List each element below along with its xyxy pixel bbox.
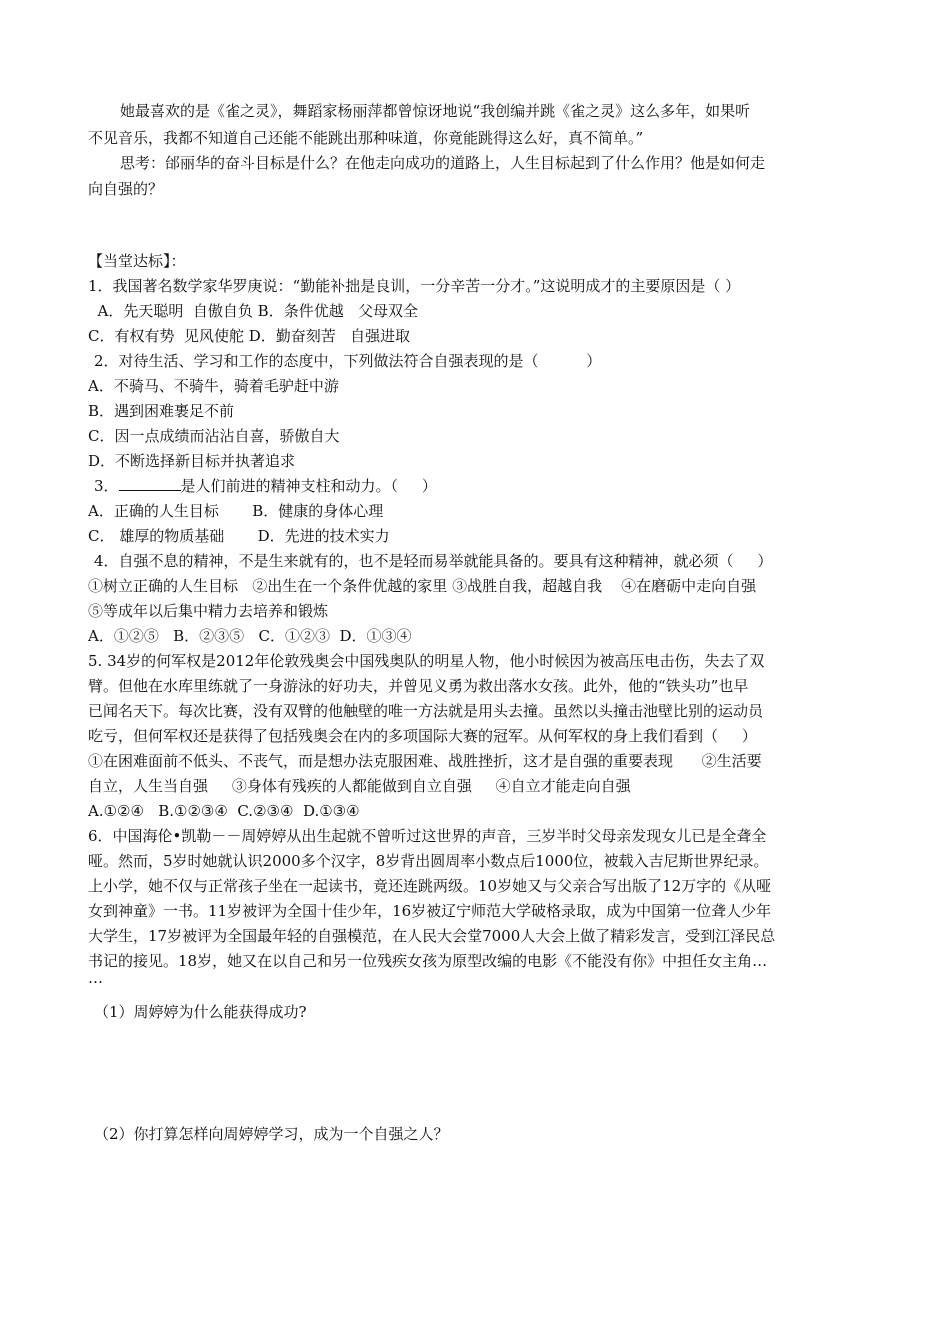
q2-option-d: D．不断选择新目标并执著追求 (88, 452, 296, 470)
intro-paragraph-1-line-1: 她最喜欢的是《雀之灵》，舞蹈家杨丽萍都曾惊讶地说“我创编并跳《雀之灵》这么多年，如果听 (120, 102, 751, 120)
q6-subquestion-2: （2）你打算怎样向周婷婷学习，成为一个自强之人？ (94, 1125, 449, 1143)
intro-paragraph-1-line-2: 不见音乐，我都不知道自己还能不能跳出那种味道，你竟能跳得这么好，真不简单。” (88, 129, 644, 147)
q1-stem: 1．我国著名数学家华罗庚说：“勤能补拙是良训，一分辛苦一分才。”这说明成才的主要原因是（ ） (88, 277, 741, 295)
q3-stem-text: 是人们前进的精神支柱和动力。（ ） (180, 477, 437, 495)
intro-question-line-1: 思考：邰丽华的奋斗目标是什么？在他走向成功的道路上，人生目标起到了什么作用？他是如何走 (120, 154, 766, 172)
q5-line-5: ①在困难面前不低头、不丧气，而是想办法克服困难、战胜挫折，这才是自强的重要表现 ②生活要 (88, 752, 762, 770)
q6-line-7: … (88, 969, 103, 987)
q3-options-cd: C． 雄厚的物质基础 D．先进的技术实力 (88, 527, 390, 545)
q5-line-6: 自立，人生当自强 ③身体有残疾的人都能做到自立自强 ④自立才能走向自强 (88, 777, 631, 795)
q1-options-cd: C．有权有势 见风使舵 D．勤奋刻苦 自强进取 (88, 327, 411, 345)
q5-line-4: 吃亏，但何军权还是获得了包括残奥会在内的多项国际大赛的冠军。从何军权的身上我们看到（ ） (88, 727, 757, 745)
q5-options: A.①②④ B.①②③④ C.②③④ D.①③④ (88, 802, 360, 820)
q5-line-2: 臂。但他在水库里练就了一身游泳的好功夫，并曾见义勇为救出落水女孩。此外，他的“铁头功”也早 (88, 677, 749, 695)
q2-option-b: B．遇到困难裹足不前 (88, 402, 235, 420)
q3-number: 3． (94, 477, 119, 495)
q3-blank (119, 476, 181, 491)
q4-options: A．①②⑤ B．②③⑤ C．①②③ D．①③④ (88, 627, 412, 645)
q4-items-line-2: ⑤等成年以后集中精力去培养和锻炼 (88, 602, 329, 620)
q6-line-3: 上小学，她不仅与正常孩子坐在一起读书，竟还连跳两级。10岁她又与父亲合写出版了12万字的《从哑 (88, 877, 772, 895)
q3-options-ab: A．正确的人生目标 B．健康的身体心理 (88, 502, 384, 520)
q5-line-1: 5. 34岁的何军权是2012年伦敦残奥会中国残奥队的明星人物，他小时候因为被高压电击伤，失去了双 (88, 652, 765, 670)
q6-line-2: 哑。然而，5岁时她就认识2000多个汉字，8岁背出圆周率小数点后1000位，被载入吉尼斯世界纪录。 (88, 852, 769, 870)
q1-options-ab: A．先天聪明 自傲自负 B．条件优越 父母双全 (88, 302, 419, 320)
q6-line-4: 女到神童》一书。11岁被评为全国十佳少年，16岁被辽宁师范大学破格录取，成为中国第一位聋人少年 (88, 902, 772, 920)
q3-stem (94, 474, 437, 498)
q2-option-c: C．因一点成绩而沾沾自喜，骄傲自大 (88, 427, 340, 445)
intro-question-line-2: 向自强的？ (88, 180, 164, 198)
q4-stem: 4．自强不息的精神，不是生来就有的，也不是轻而易举就能具备的。要具有这种精神，就必须（ ） (94, 552, 773, 570)
q6-subquestion-1: （1）周婷婷为什么能获得成功? (94, 1003, 307, 1021)
q6-line-5: 大学生，17岁被评为全国最年轻的自强模范，在人民大会堂7000人大会上做了精彩发言，受到江泽民总 (88, 927, 776, 945)
q6-line-1: 6．中国海伦•凯勒－－周婷婷从出生起就不曾听过这世界的声音，三岁半时父母亲发现女儿已是全聋全 (88, 827, 767, 845)
q2-option-a: A．不骑马、不骑牛，骑着毛驴赶中游 (88, 377, 339, 395)
q4-items-line-1: ①树立正确的人生目标 ②出生在一个条件优越的家里 ③战胜自我，超越自我 ④在磨砺中走向自强 (88, 577, 757, 595)
q2-stem: 2．对待生活、学习和工作的态度中，下列做法符合自强表现的是（ ） (94, 352, 602, 370)
q6-line-6: 书记的接见。18岁，她又在以自己和另一位残疾女孩为原型改编的电影《不能没有你》中担任女主角… (88, 952, 768, 970)
section-heading: 【当堂达标】： (88, 252, 186, 270)
q5-line-3: 已闻名天下。每次比赛，没有双臂的他触壁的唯一方法就是用头去撞。虽然以头撞击池壁比别的运动员 (88, 702, 764, 720)
